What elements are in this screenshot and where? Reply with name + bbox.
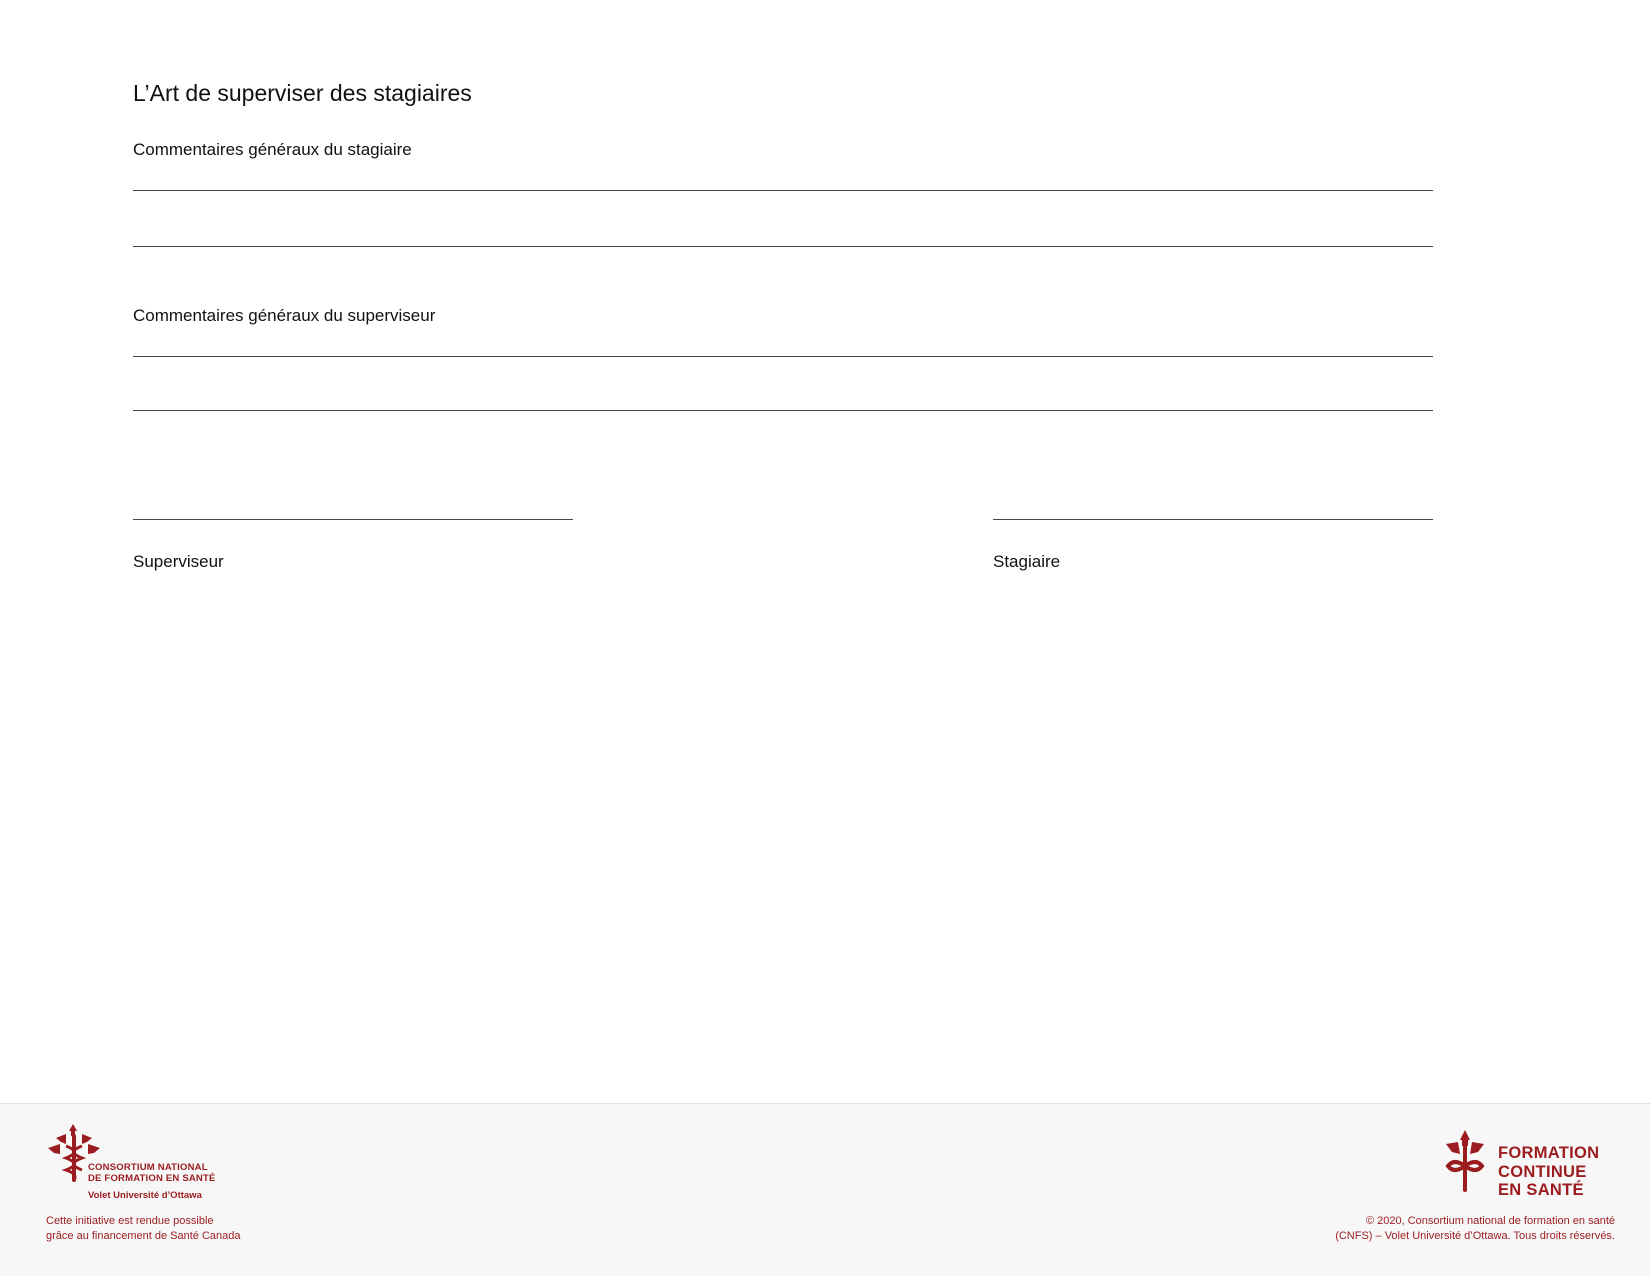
copyright-line-1: © 2020, Consortium national de formation en santé (1365, 1215, 1615, 1227)
right-logo-line-3: EN SANTÉ (1498, 1181, 1584, 1199)
footer (0, 1103, 1650, 1276)
left-logo-line-2: DE FORMATION EN SANTÉ (88, 1173, 216, 1184)
left-credit-line-2: grâce au financement de Santé Canada (46, 1230, 241, 1242)
right-logo-line-2: CONTINUE (1498, 1162, 1587, 1181)
supervisor-comments-line-2[interactable] (133, 410, 1433, 411)
supervisor-comments-line-1[interactable] (133, 356, 1433, 357)
page-title: L’Art de superviser des stagiaires (133, 80, 472, 106)
supervisor-signature-line[interactable] (133, 519, 573, 520)
supervisor-signature-label: Superviseur (133, 552, 224, 571)
formation-continue-logo-icon (1440, 1128, 1490, 1199)
left-logo-subtitle: Volet Université d’Ottawa (88, 1190, 202, 1201)
right-logo-line-1: FORMATION (1498, 1144, 1600, 1162)
trainee-signature-label: Stagiaire (993, 552, 1061, 571)
left-credit-line-1: Cette initiative est rendue possible (46, 1215, 214, 1227)
trainee-signature-line[interactable] (993, 519, 1433, 520)
left-logo-line-1: CONSORTIUM NATIONAL (88, 1162, 208, 1173)
supervisor-comments-label: Commentaires généraux du superviseur (133, 306, 436, 325)
trainee-comments-label: Commentaires généraux du stagiaire (133, 140, 412, 159)
trainee-comments-line-1[interactable] (133, 190, 1433, 191)
trainee-comments-line-2[interactable] (133, 246, 1433, 247)
copyright-line-2: (CNFS) – Volet Université d’Ottawa. Tous droits réservés. (1335, 1230, 1615, 1242)
